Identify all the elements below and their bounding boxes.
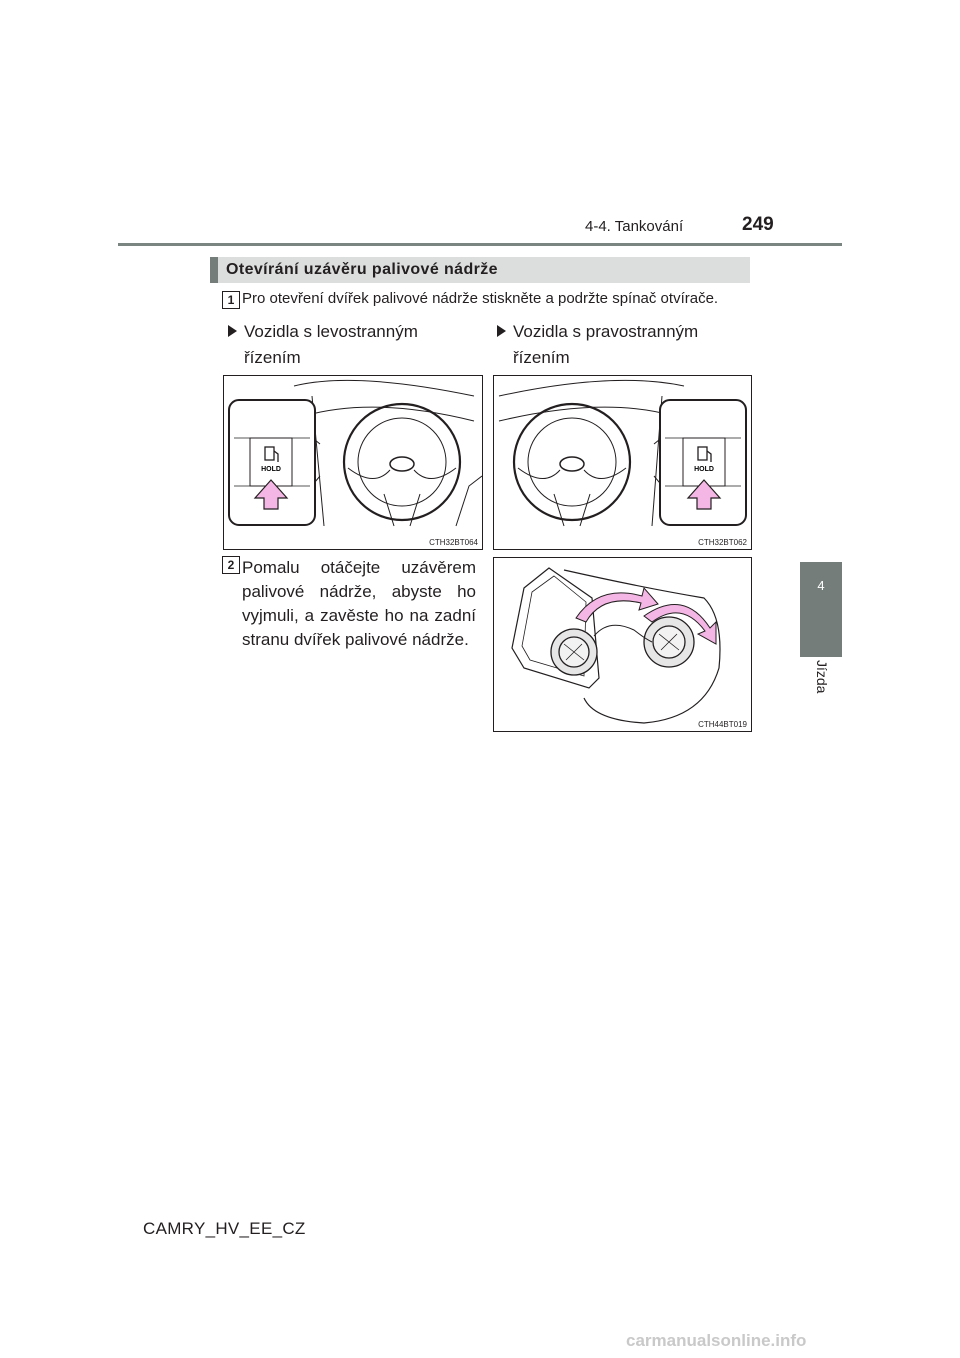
bullet-rhd	[497, 319, 743, 371]
step-number-1: 1	[222, 291, 240, 309]
rhd-hold-label: HOLD	[694, 466, 714, 473]
bullet-lhd	[228, 319, 474, 371]
chapter-tab-label: Jízda	[814, 660, 830, 694]
step-number-2: 2	[222, 556, 240, 574]
figure-fuel-cap	[493, 557, 752, 732]
section-heading: 4-4. Tankování	[585, 218, 684, 235]
lhd-hold-label: HOLD	[261, 466, 281, 473]
page-number: 249	[742, 214, 774, 235]
lhd-dashboard-illustration	[224, 376, 482, 549]
figure-code: CTH32BT064	[429, 538, 478, 547]
figure-code: CTH32BT062	[698, 538, 747, 547]
step-1-text: Pro otevření dvířek palivové nádrže stiskněte a podržte spínač otvírače.	[242, 290, 719, 307]
figure-code: CTH44BT019	[698, 720, 747, 729]
figure-lhd-dashboard	[223, 375, 483, 550]
chapter-tab	[800, 562, 842, 657]
footer-model-code: CAMRY_HV_EE_CZ	[143, 1219, 306, 1238]
section-title: Otevírání uzávěru palivové nádrže	[226, 261, 498, 278]
section-title-accent	[210, 257, 218, 283]
watermark[interactable]: carmanualsonline.info	[626, 1331, 807, 1350]
header-rule	[118, 243, 842, 246]
bullet-triangle-icon	[497, 325, 506, 337]
fuel-cap-illustration	[494, 558, 751, 731]
rhd-dashboard-illustration	[494, 376, 751, 549]
figure-rhd-dashboard	[493, 375, 752, 550]
step-2-text: Pomalu otáčejte uzávěrem palivové nádrže, abyste ho vyjmuli, a zavěste ho na zadní stranu dvířek palivové nádrže.	[242, 558, 476, 649]
bullet-triangle-icon	[228, 325, 237, 337]
bullet-lhd-text: Vozidla s levostranným řízením	[244, 322, 418, 367]
bullet-rhd-text: Vozidla s pravostranným řízením	[513, 322, 699, 367]
chapter-tab-number: 4	[817, 578, 825, 593]
